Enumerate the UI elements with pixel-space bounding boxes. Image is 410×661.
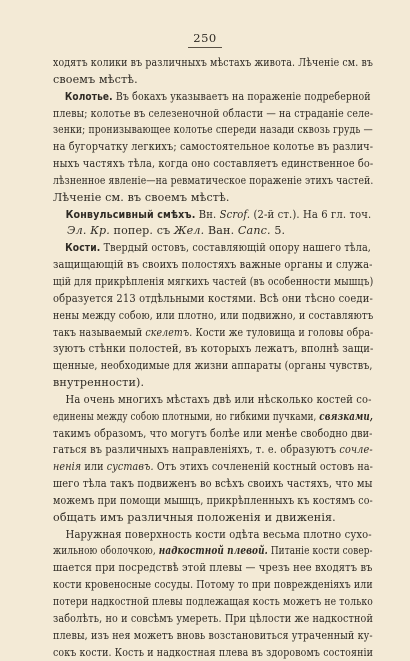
text-segment: заболѣть, но и совсѣмъ умереть. При цѣлости же надкостной [53, 611, 374, 625]
text-line [53, 257, 373, 274]
text-segment: общать имъ различныя положенія и движенія. [53, 510, 336, 524]
text-segment: Лѣченіе см. въ своемъ мѣстѣ. [53, 190, 230, 204]
text-line [53, 72, 373, 89]
text-line [53, 223, 373, 240]
text-line [53, 274, 374, 291]
text-segment: ныхъ частяхъ тѣла, когда оно составляетъ единственное бо- [53, 157, 374, 171]
text-segment: Ван. [204, 224, 238, 238]
text-line [53, 543, 373, 560]
text-line [53, 139, 374, 156]
text-line [53, 308, 374, 325]
text-segment: единены между собою плотными, но гибкими пучками, [53, 409, 320, 423]
text-segment: такъ называемый [53, 325, 146, 339]
text-line [53, 628, 373, 645]
text-segment: зенки; пронизывающее колотье спереди назади сквозь грудь — [53, 123, 373, 137]
text-line [53, 325, 374, 342]
text-segment: плевы; колотье въ селезеночной области — на страданіе селе- [53, 106, 374, 120]
body-text [53, 55, 373, 661]
text-line [53, 240, 372, 257]
emphasized-text: суставъ. [106, 460, 154, 474]
text-line [53, 459, 374, 476]
text-line [53, 89, 371, 106]
text-segment: щенные, необходимые для жизни аппараты (органы чувствъ, [53, 359, 373, 373]
text-segment: На очень многихъ мѣстахъ двѣ или нѣсколько костей со- [65, 392, 372, 406]
text-segment: гаться въ различныхъ направленіяхъ, т. е. образуютъ [53, 443, 340, 457]
text-line [53, 493, 373, 510]
emphasized-text: связками, [319, 409, 374, 423]
page-number: 250 [193, 31, 217, 45]
entry-heading: Колотье. [64, 90, 113, 103]
text-line [53, 510, 373, 527]
emphasized-text: Жел. [174, 224, 205, 238]
text-segment: защищающій въ своихъ полостяхъ важные органы и служа- [53, 258, 373, 272]
text-segment: Въ бокахъ указываетъ на пораженіе подреберной [112, 89, 371, 103]
text-line [53, 611, 374, 628]
text-segment: Отъ этихъ сочлененій костный остовъ на- [153, 460, 374, 474]
text-line [53, 594, 373, 611]
text-line [53, 291, 373, 308]
text-segment: (2-й ст.). На 6 гл. точ. [250, 207, 372, 221]
text-segment: Наружная поверхность кости одѣта весьма плотно сухо- [65, 527, 372, 541]
entry-heading: Кости. [65, 242, 101, 255]
text-segment: лѣзненное явленіе—на ревматическое пораженіе этихъ частей. [53, 173, 374, 187]
emphasized-text: надкостной плевой. [158, 544, 268, 558]
text-line [53, 392, 372, 409]
page-number-rule [188, 47, 222, 48]
text-segment: 5. [270, 224, 286, 238]
emphasized-text: Эл. Кр. [67, 224, 110, 238]
text-segment: потери надкостной плевы подлежащая кость можетъ не только [53, 595, 373, 608]
text-segment: можемъ при помощи мышцъ, прикрѣпленныхъ къ костямъ со- [53, 493, 373, 507]
text-segment: сокъ кости. Кость и надкостная плева въ здоровомъ состояніи [53, 645, 374, 659]
text-line [53, 122, 373, 139]
text-segment: попер. съ [109, 224, 175, 238]
emphasized-text: ненія [53, 460, 82, 474]
text-line [53, 409, 374, 426]
emphasized-text: сочле- [339, 443, 373, 457]
text-line [53, 527, 372, 544]
text-line [53, 442, 373, 459]
text-line [53, 560, 373, 577]
text-segment: Кости же туловища и головы обра- [192, 325, 374, 339]
text-segment: кости кровеносные сосуды. Потому то при поврежденіяхъ или [53, 578, 373, 592]
emphasized-text: скелетъ. [145, 325, 193, 339]
text-segment: внутренности). [53, 376, 145, 390]
text-segment: или [81, 460, 107, 474]
emphasized-text: Scrof. [219, 207, 251, 221]
text-line [53, 426, 373, 443]
text-segment: Питаніе кости совер- [267, 544, 373, 558]
text-line [53, 375, 373, 392]
text-line [53, 106, 374, 123]
emphasized-text: Сапс. [237, 224, 271, 238]
text-line [53, 577, 373, 594]
text-line [53, 476, 373, 493]
text-line [53, 55, 374, 72]
text-segment: зуютъ стѣнки полостей, въ которыхъ лежатъ, вполнѣ защи- [53, 342, 374, 356]
text-line [53, 156, 374, 173]
text-segment: Твердый остовъ, составляющій опору нашего тѣла, [100, 241, 372, 255]
text-segment: шего тѣла такъ подвиженъ во всѣхъ своихъ частяхъ, что мы [53, 477, 373, 491]
text-line [53, 358, 373, 375]
text-segment: жильною оболочкою, [53, 544, 159, 558]
text-line [53, 645, 374, 661]
text-segment: нены между собою, или плотно, или подвижно, и составляютъ [53, 308, 374, 322]
text-line [53, 341, 374, 358]
text-segment: плевы, изъ нея можетъ вновь возстановиться утраченный ку- [53, 628, 373, 642]
text-segment: образуется 213 отдѣльными костями. Всѣ они тѣсно соеди- [53, 291, 373, 305]
text-line [53, 207, 372, 224]
text-segment: на бугорчатку легкихъ; самостоятельное колотье въ различ- [53, 140, 374, 154]
entry-heading: Конвульсивный смѣхъ. [65, 208, 196, 221]
text-segment: своемъ мѣстѣ. [53, 72, 138, 86]
text-line [53, 190, 373, 207]
text-line [53, 173, 374, 190]
text-segment: Вн. [195, 207, 220, 221]
text-segment: шается при посредствѣ этой плевы — чрезъ нее входятъ въ [53, 561, 373, 575]
text-segment: ходятъ колики въ различныхъ мѣстахъ живота. Лѣченіе см. въ [53, 56, 374, 69]
text-segment: щій для прикрѣпленія мягкихъ частей (въ особенности мышцъ) [53, 274, 374, 288]
text-segment: такимъ образомъ, что могутъ болѣе или менѣе свободно дви- [53, 426, 373, 440]
